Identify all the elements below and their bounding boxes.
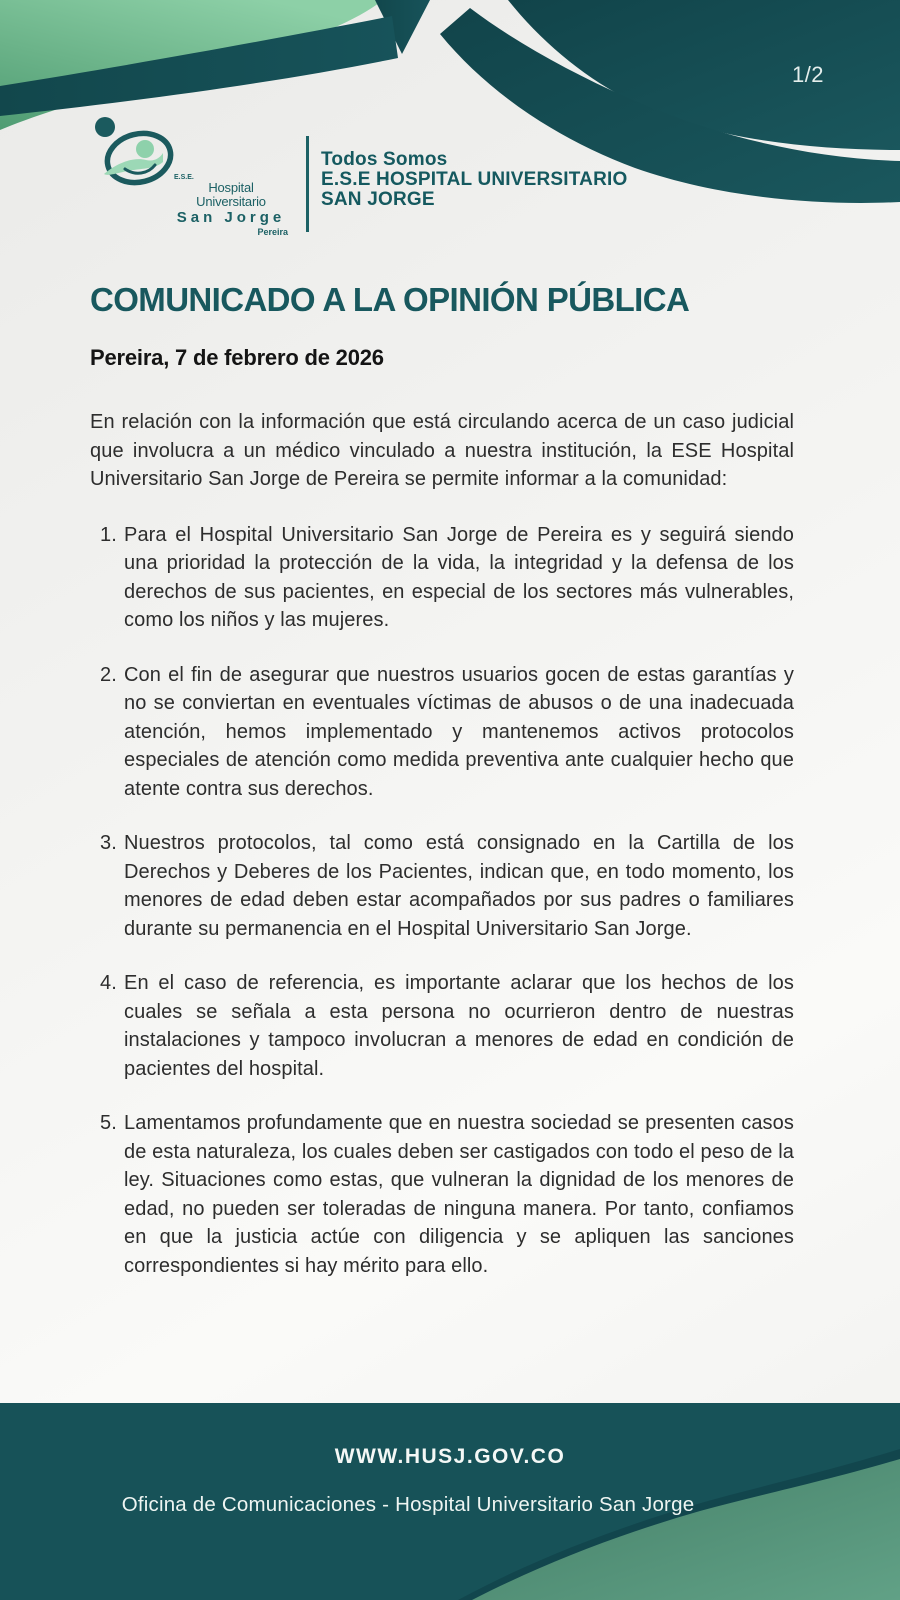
website-link[interactable]: WWW.HUSJ.GOV.CO xyxy=(334,1445,566,1468)
item-text: Lamentamos profundamente que en nuestra sociedad se presenten casos de esta naturaleza, los cuales deben ser castigados con todo el peso de la ley. Situaciones como estas, que vulneran la dignidad de los menores de edad, no pueden ser toleradas de ninguna manera. Por tanto, confiamos en que la justicia actúe con diligencia y se apliquen las sanciones correspondientes si hay mérito para ello. xyxy=(124,1112,794,1277)
item-text: Para el Hospital Universitario San Jorge de Pereira es y seguirá siendo una prioridad la protección de la vida, la integridad y la defensa de los derechos de sus pacientes, en especial de los sectores más vulnerables, como los niños y las mujeres. xyxy=(124,523,794,631)
statement-item xyxy=(90,1109,794,1280)
communications-office-label: Oficina de Comunicaciones - Hospital Universitario San Jorge xyxy=(121,1493,695,1516)
logo-divider xyxy=(306,136,309,232)
item-text: Nuestros protocolos, tal como está consignado en la Cartilla de los Derechos y Deberes de los Pacientes, indican que, en todo momento, los menores de edad deben estar acompañados por sus padres o familiares durante su permanencia en el Hospital Universitario San Jorge. xyxy=(124,832,794,940)
logo-ese-label: E.S.E. xyxy=(174,174,194,181)
brand-line2: E.S.E HOSPITAL UNIVERSITARIO xyxy=(321,169,628,190)
item-number: 4. xyxy=(100,972,117,994)
statement-item xyxy=(90,661,794,804)
logo-lockup xyxy=(92,112,627,238)
logo-name-line1: Hospital Universitario xyxy=(196,180,266,209)
item-number: 2. xyxy=(100,663,117,686)
brand-line1: Todos Somos xyxy=(321,149,448,170)
item-number: 1. xyxy=(100,523,117,546)
logo-city: Pereira xyxy=(257,227,288,238)
logo-name-line2: San Jorge xyxy=(176,208,286,226)
footer xyxy=(0,1403,900,1600)
item-number: 3. xyxy=(100,832,117,854)
dateline: Pereira, 7 de febrero de 2026 xyxy=(90,345,384,370)
item-text: En el caso de referencia, es importante aclarar que los hechos de los cuales se señala a esta persona no ocurrieron dentro de nuestras instalaciones y tampoco involucran a menores de edad en condición de pacientes del hospital. xyxy=(124,972,794,1080)
item-number: 5. xyxy=(100,1112,117,1134)
page-title: COMUNICADO A LA OPINIÓN PÚBLICA xyxy=(90,281,690,318)
statement-item xyxy=(90,521,794,635)
item-text: Con el fin de asegurar que nuestros usuarios gocen de estas garantías y no se conviertan en eventuales víctimas de abusos o de una inadecuada atención, hemos implementado y mantenemos activos protocolos especiales de atención como medida preventiva ante cualquier hecho que atente contra sus derechos. xyxy=(124,663,794,800)
page-number: 1/2 xyxy=(791,62,825,87)
hospital-logo-icon xyxy=(92,116,176,196)
logo-text-block xyxy=(172,174,290,238)
document-body xyxy=(90,272,794,1306)
statement-item xyxy=(90,969,794,1083)
brand-text-block xyxy=(321,150,627,210)
numbered-statements xyxy=(90,521,794,1281)
brand-line3: SAN JORGE xyxy=(321,189,435,210)
intro-paragraph: En relación con la información que está circulando acerca de un caso judicial que involucra a un médico vinculado a nuestra institución, la ESE Hospital Universitario San Jorge de Pereira se permite informar a la comunidad: xyxy=(90,411,794,490)
statement-item xyxy=(90,829,794,943)
